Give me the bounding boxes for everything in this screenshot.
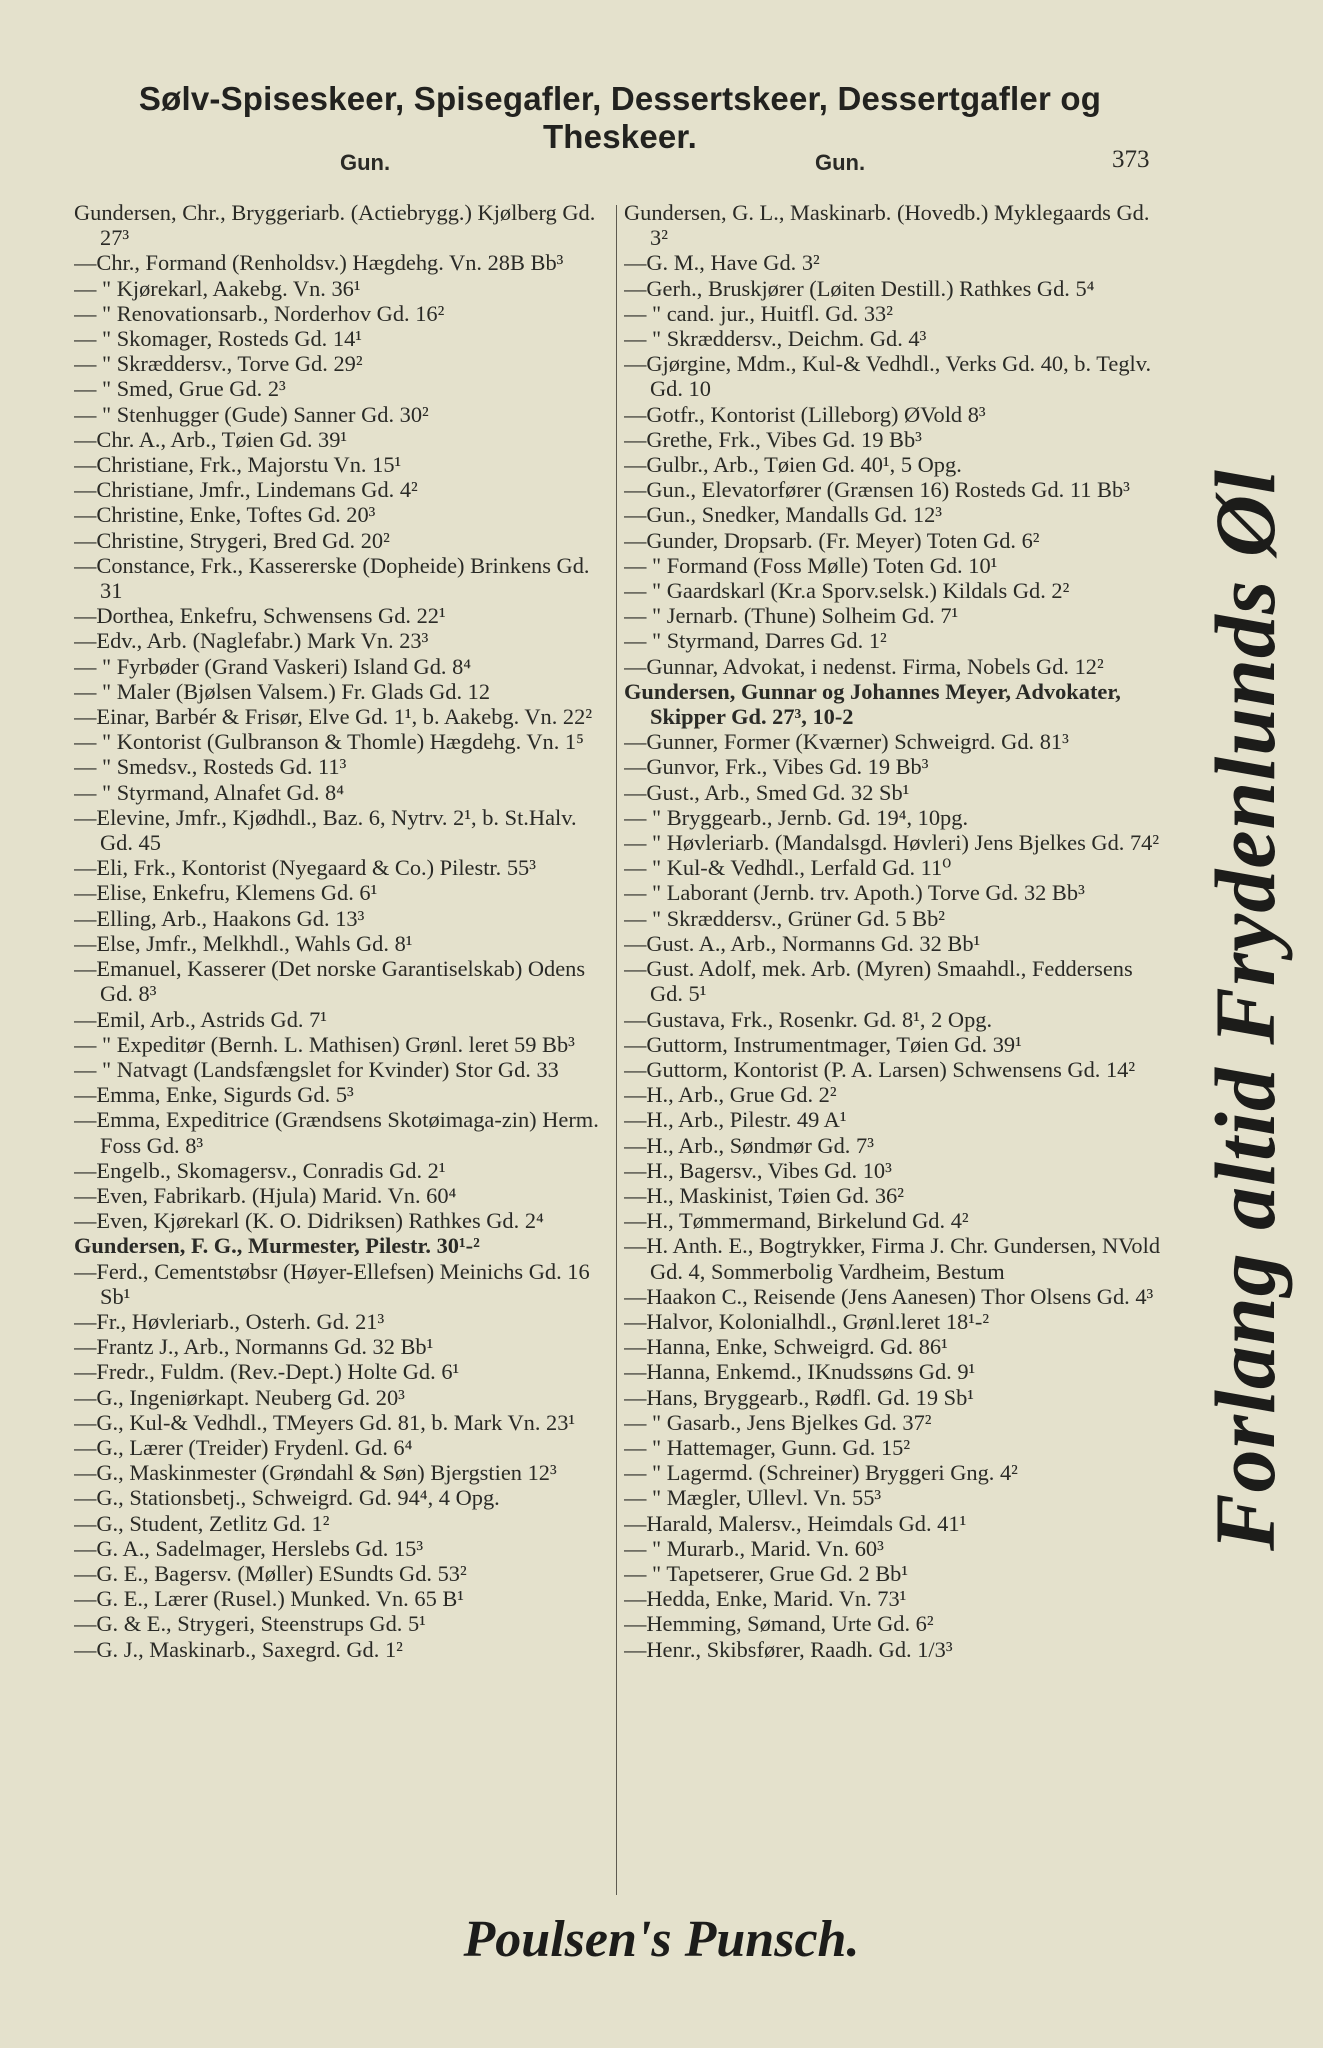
directory-entry: —Frantz J., Arb., Normanns Gd. 32 Bb¹	[74, 1334, 434, 1360]
directory-entry: — " Bryggearb., Jernb. Gd. 19⁴, 10pg.	[624, 804, 969, 830]
directory-entry: —Gulbr., Arb., Tøien Gd. 40¹, 5 Opg.	[624, 452, 962, 478]
directory-entry: — " Laborant (Jernb. trv. Apoth.) Torve Gd. 32 Bb³	[624, 880, 1085, 906]
directory-entry: —Gerh., Bruskjører (Løiten Destill.) Rathkes Gd. 5⁴	[624, 275, 1095, 301]
directory-entry: — " Skræddersv., Deichm. Gd. 4³	[624, 326, 927, 352]
directory-entry: — " Maler (Bjølsen Valsem.) Fr. Glads Gd. 12	[74, 678, 491, 704]
directory-entry: Gundersen, F. G., Murmester, Pilestr. 30¹-²	[74, 1233, 480, 1259]
directory-entry: —H., Arb., Pilestr. 49 A¹	[624, 1107, 847, 1133]
directory-entry: —H., Arb., Søndmør Gd. 7³	[624, 1132, 874, 1158]
directory-entry: —Christiane, Jmfr., Lindemans Gd. 4²	[74, 477, 418, 503]
directory-entry: — " Murarb., Marid. Vn. 60³	[624, 1535, 884, 1561]
directory-entry: —Elling, Arb., Haakons Gd. 13³	[74, 905, 365, 931]
directory-entry: —Constance, Frk., Kassererske (Dopheide) Brinkens Gd. 31	[74, 552, 590, 604]
directory-entry: —Einar, Barbér & Frisør, Elve Gd. 1¹, b. Aakebg. Vn. 22²	[74, 704, 593, 730]
directory-entry: — " Høvleriarb. (Mandalsgd. Høvleri) Jens Bjelkes Gd. 74²	[624, 830, 1160, 856]
directory-entry: — " Kjørekarl, Aakebg. Vn. 36¹	[74, 275, 361, 301]
directory-entry: —H., Maskinist, Tøien Gd. 36²	[624, 1182, 904, 1208]
directory-entry: —Gunder, Dropsarb. (Fr. Meyer) Toten Gd. 6²	[624, 527, 1040, 553]
directory-entry: —Else, Jmfr., Melkhdl., Wahls Gd. 8¹	[74, 930, 413, 956]
directory-entry: —Emil, Arb., Astrids Gd. 7¹	[74, 1006, 328, 1032]
directory-entry: —Edv., Arb. (Naglefabr.) Mark Vn. 23³	[74, 628, 429, 654]
directory-entry: —Fr., Høvleriarb., Osterh. Gd. 21³	[74, 1308, 385, 1334]
directory-entry: —Hanna, Enke, Schweigrd. Gd. 86¹	[624, 1334, 948, 1360]
footer-advert: Poulsen's Punsch.	[463, 1911, 860, 1968]
directory-entry: — " Kontorist (Gulbranson & Thomle) Hægdehg. Vn. 1⁵	[74, 729, 584, 755]
directory-entry: —Guttorm, Instrumentmager, Tøien Gd. 39¹	[624, 1031, 1022, 1057]
directory-entry: —Hemming, Sømand, Urte Gd. 6²	[624, 1611, 934, 1637]
directory-entry: —Eli, Frk., Kontorist (Nyegaard & Co.) Pilestr. 55³	[74, 855, 536, 881]
directory-entry: —Gustava, Frk., Rosenkr. Gd. 8¹, 2 Opg.	[624, 1006, 993, 1032]
directory-entry: — " Skomager, Rosteds Gd. 14¹	[74, 326, 362, 352]
directory-entry: — " Formand (Foss Mølle) Toten Gd. 10¹	[624, 552, 998, 578]
directory-entry: — " Smedsv., Rosteds Gd. 11³	[74, 754, 347, 780]
directory-entry: —Gun., Elevatorfører (Grænsen 16) Rosteds Gd. 11 Bb³	[624, 477, 1130, 503]
running-head-left: Gun.	[340, 150, 391, 175]
directory-entry: —Even, Fabrikarb. (Hjula) Marid. Vn. 60⁴	[74, 1182, 457, 1208]
directory-entry: —Gunnar, Advokat, i nedenst. Firma, Nobels Gd. 12²	[624, 653, 1104, 679]
directory-entry: —Grethe, Frk., Vibes Gd. 19 Bb³	[624, 426, 922, 452]
directory-entry: — " Kul-& Vedhdl., Lerfald Gd. 11⁰	[624, 855, 952, 881]
directory-entry: —G. E., Lærer (Rusel.) Munked. Vn. 65 B¹	[74, 1586, 465, 1612]
directory-entry: — " Skræddersv., Grüner Gd. 5 Bb²	[624, 905, 946, 931]
directory-entry: —Hanna, Enkemd., IKnudssøns Gd. 9¹	[624, 1359, 976, 1385]
directory-entry: —Henr., Skibsfører, Raadh. Gd. 1/3³	[624, 1636, 953, 1662]
directory-entry: — " Hattemager, Gunn. Gd. 15²	[624, 1434, 911, 1460]
directory-entry: —H. Anth. E., Bogtrykker, Firma J. Chr. Gundersen, NVold Gd. 4, Sommerbolig Vardheim, Bestum	[624, 1233, 1161, 1284]
page-number: 373	[1112, 146, 1150, 173]
directory-entry: —Ferd., Cementstøbsr (Høyer-Ellefsen) Meinichs Gd. 16 Sb¹	[74, 1258, 590, 1309]
directory-entry: —Halvor, Kolonialhdl., Grønl.leret 18¹-²	[624, 1308, 990, 1334]
right-column	[624, 200, 1169, 1900]
directory-entry: — " Gaardskarl (Kr.a Sporv.selsk.) Kildals Gd. 2²	[624, 578, 1070, 604]
directory-entry: —Guttorm, Kontorist (P. A. Larsen) Schwensens Gd. 14²	[624, 1056, 1136, 1082]
directory-entry: —Gust. A., Arb., Normanns Gd. 32 Bb¹	[624, 930, 981, 956]
directory-entry: —G., Ingeniørkapt. Neuberg Gd. 20³	[74, 1384, 405, 1410]
directory-entry: —H., Bagersv., Vibes Gd. 10³	[624, 1157, 892, 1183]
directory-entry: —Engelb., Skomagersv., Conradis Gd. 2¹	[74, 1157, 446, 1183]
directory-entry: — " Stenhugger (Gude) Sanner Gd. 30²	[74, 401, 429, 427]
directory-entry: —Fredr., Fuldm. (Rev.-Dept.) Holte Gd. 6¹	[74, 1359, 460, 1385]
directory-entry: —Haakon C., Reisende (Jens Aanesen) Thor Olsens Gd. 4³	[624, 1283, 1154, 1309]
directory-entry: —G., Lærer (Treider) Frydenl. Gd. 6⁴	[74, 1434, 413, 1460]
directory-entry: —Even, Kjørekarl (K. O. Didriksen) Rathkes Gd. 2⁴	[74, 1208, 544, 1234]
directory-entry: —H., Tømmermand, Birkelund Gd. 4²	[624, 1208, 969, 1234]
directory-entry: — " Skræddersv., Torve Gd. 29²	[74, 351, 363, 377]
directory-entry: —Christine, Enke, Toftes Gd. 20³	[74, 502, 376, 528]
left-column	[74, 200, 614, 1900]
side-advert: Forlang altid Frydenlunds Øl	[1197, 469, 1293, 1551]
directory-entry: —Gust. Adolf, mek. Arb. (Myren) Smaahdl., Feddersens Gd. 5¹	[624, 956, 1133, 1007]
directory-entry: — " Fyrbøder (Grand Vaskeri) Island Gd. 8⁴	[74, 653, 472, 679]
column-divider	[616, 205, 617, 1895]
directory-entry: — " Lagermd. (Schreiner) Bryggeri Gng. 4²	[624, 1460, 1018, 1486]
directory-entry: —G. A., Sadelmager, Herslebs Gd. 15³	[74, 1535, 424, 1561]
directory-entry: —Emma, Expeditrice (Grændsens Skotøimaga-zin) Herm. Foss Gd. 8³	[74, 1107, 599, 1158]
directory-entry: — " Gasarb., Jens Bjelkes Gd. 37²	[624, 1409, 932, 1435]
directory-entry: —G., Student, Zetlitz Gd. 1²	[74, 1510, 330, 1536]
directory-entry: —Harald, Malersv., Heimdals Gd. 41¹	[624, 1510, 967, 1536]
running-head-right: Gun.	[815, 150, 866, 175]
page-header-advert: Sølv-Spiseskeer, Spisegafler, Dessertskeer, Dessertgafler og Theskeer.	[138, 80, 1102, 155]
directory-entry: — " Styrmand, Alnafet Gd. 8⁴	[74, 779, 345, 805]
directory-entry: —G., Kul-& Vedhdl., TMeyers Gd. 81, b. Mark Vn. 23¹	[74, 1409, 576, 1435]
directory-entry: — " Tapetserer, Grue Gd. 2 Bb¹	[624, 1560, 909, 1586]
directory-entry: —G., Maskinmester (Grøndahl & Søn) Bjergstien 12³	[74, 1460, 557, 1486]
directory-entry: — " Styrmand, Darres Gd. 1²	[624, 628, 887, 654]
directory-entry: —Chr. A., Arb., Tøien Gd. 39¹	[74, 426, 348, 452]
directory-entry: —Dorthea, Enkefru, Schwensens Gd. 22¹	[74, 603, 446, 629]
directory-entry: — " Jernarb. (Thune) Solheim Gd. 7¹	[624, 603, 959, 629]
directory-entry: — " Mægler, Ullevl. Vn. 55³	[624, 1485, 882, 1511]
directory-entry: — " Expeditør (Bernh. L. Mathisen) Grønl. leret 59 Bb³	[74, 1031, 575, 1057]
directory-entry: Gundersen, Chr., Bryggeriarb. (Actiebrygg.) Kjølberg Gd. 27³	[74, 200, 596, 251]
directory-entry: — " Natvagt (Landsfængslet for Kvinder) Stor Gd. 33	[74, 1056, 559, 1082]
directory-entry: Gundersen, Gunnar og Johannes Meyer, Advokater, Skipper Gd. 27³, 10-2	[624, 678, 1121, 730]
directory-entry: —Gun., Snedker, Mandalls Gd. 12³	[624, 502, 943, 528]
directory-entry: —G., Stationsbetj., Schweigrd. Gd. 94⁴, 4 Opg.	[74, 1485, 500, 1511]
directory-entry: Gundersen, G. L., Maskinarb. (Hovedb.) Myklegaards Gd. 3²	[624, 200, 1150, 251]
directory-entry: —Hedda, Enke, Marid. Vn. 73¹	[624, 1586, 907, 1612]
directory-entry: —G. & E., Strygeri, Steenstrups Gd. 5¹	[74, 1611, 426, 1637]
directory-entry: —Gjørgine, Mdm., Kul-& Vedhdl., Verks Gd. 40, b. Teglv. Gd. 10	[624, 351, 1152, 402]
directory-entry: —Emanuel, Kasserer (Det norske Garantiselskab) Odens Gd. 8³	[74, 956, 586, 1007]
directory-entry: —Gotfr., Kontorist (Lilleborg) ØVold 8³	[624, 401, 986, 427]
directory-entry: —Emma, Enke, Sigurds Gd. 5³	[74, 1082, 354, 1108]
directory-entry: — " Smed, Grue Gd. 2³	[74, 376, 286, 402]
directory-entry: —G. J., Maskinarb., Saxegrd. Gd. 1²	[74, 1636, 403, 1662]
directory-entry: —G. M., Have Gd. 3²	[624, 250, 820, 276]
directory-entry: —Hans, Bryggearb., Rødfl. Gd. 19 Sb¹	[624, 1384, 975, 1410]
directory-entry: —Elise, Enkefru, Klemens Gd. 6¹	[74, 880, 378, 906]
directory-entry: —Chr., Formand (Renholdsv.) Hægdehg. Vn. 28B Bb³	[74, 250, 564, 276]
directory-entry: —Christiane, Frk., Majorstu Vn. 15¹	[74, 452, 402, 478]
directory-entry: —Gust., Arb., Smed Gd. 32 Sb¹	[624, 779, 910, 805]
directory-entry: —Christine, Strygeri, Bred Gd. 20²	[74, 527, 390, 553]
directory-entry: —H., Arb., Grue Gd. 2²	[624, 1082, 837, 1108]
directory-entry: — " Renovationsarb., Norderhov Gd. 16²	[74, 300, 445, 326]
directory-entry: —G. E., Bagersv. (Møller) ESundts Gd. 53²	[74, 1560, 467, 1586]
directory-entry: —Gunner, Former (Kværner) Schweigrd. Gd. 81³	[624, 729, 1069, 755]
directory-entry: — " cand. jur., Huitfl. Gd. 33²	[624, 300, 893, 326]
directory-entry: —Gunvor, Frk., Vibes Gd. 19 Bb³	[624, 754, 929, 780]
directory-entry: —Elevine, Jmfr., Kjødhdl., Baz. 6, Nytrv. 2¹, b. St.Halv. Gd. 45	[74, 804, 577, 856]
